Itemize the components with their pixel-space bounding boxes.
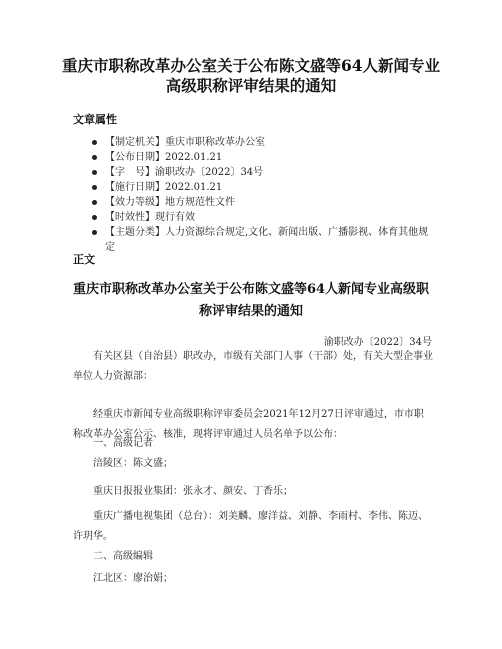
attribute-value: 渝职改办〔2022〕34号 [155, 167, 264, 178]
attribute-value: 2022.01.21 [165, 182, 223, 193]
attribute-item [92, 165, 432, 180]
attribute-item [92, 210, 432, 225]
attribute-list [92, 135, 432, 255]
bullet-icon [92, 155, 97, 160]
attribute-value: 人力资源综合规定,文化、新闻出版、广播影视、体育其他规定 [105, 227, 429, 253]
attribute-item [92, 195, 432, 210]
paragraph: 重庆广播电视集团（总台）：刘美麟、廖洋益、刘静、李雨村、李伟、陈迈、许玥华。 [73, 511, 428, 542]
bullet-icon [92, 185, 97, 190]
document-title: 重庆市职称改革办公室关于公布陈文盛等64人新闻专业高级职称评审结果的通知 [61, 56, 441, 95]
body-title: 重庆市职称改革办公室关于公布陈文盛等64人新闻专业高级职称评审结果的通知 [72, 282, 430, 319]
attribute-key: 【时效性】 [105, 212, 155, 223]
bullet-icon [92, 200, 97, 205]
attribute-value: 重庆市职称改革办公室 [165, 137, 265, 148]
section-heading: 一、高级记者 [93, 438, 153, 449]
bullet-icon [92, 140, 97, 145]
attribute-item [92, 135, 432, 150]
attribute-key: 【字 号】 [105, 167, 155, 178]
attributes-heading: 文章属性 [73, 113, 117, 126]
attribute-item [92, 150, 432, 165]
paragraph: 重庆日报报业集团：张永才、颜安、丁香乐； [93, 486, 293, 497]
attribute-value: 地方规范性文件 [165, 197, 235, 208]
attribute-key: 【效力等级】 [105, 197, 165, 208]
attribute-key: 【施行日期】 [105, 182, 165, 193]
attribute-key: 【公布日期】 [105, 152, 165, 163]
attribute-key: 【主题分类】 [105, 227, 165, 238]
attribute-value: 2022.01.21 [165, 152, 223, 163]
bullet-icon [92, 170, 97, 175]
document-number: 渝职改办〔2022〕34号 [323, 337, 432, 348]
attribute-value: 现行有效 [155, 212, 195, 223]
attribute-item [92, 180, 432, 195]
attribute-key: 【制定机关】 [105, 137, 165, 148]
section-heading: 二、高级编辑 [93, 551, 153, 562]
paragraph: 江北区：廖治娟； [93, 573, 173, 584]
paragraph: 经重庆市新闻专业高级职称评审委员会2021年12月27日评审通过，市市职称改革办公室公示、核准，现将评审通过人员名单予以公布： [73, 409, 424, 440]
attribute-item [92, 225, 432, 255]
bullet-icon [92, 230, 97, 235]
bullet-icon [92, 215, 97, 220]
paragraph: 涪陵区：陈文盛； [93, 458, 173, 469]
paragraph: 有关区县（自治县）职改办，市级有关部门人事（干部）处，有关大型企事业单位人力资源部： [73, 351, 433, 382]
body-heading: 正文 [73, 253, 95, 266]
